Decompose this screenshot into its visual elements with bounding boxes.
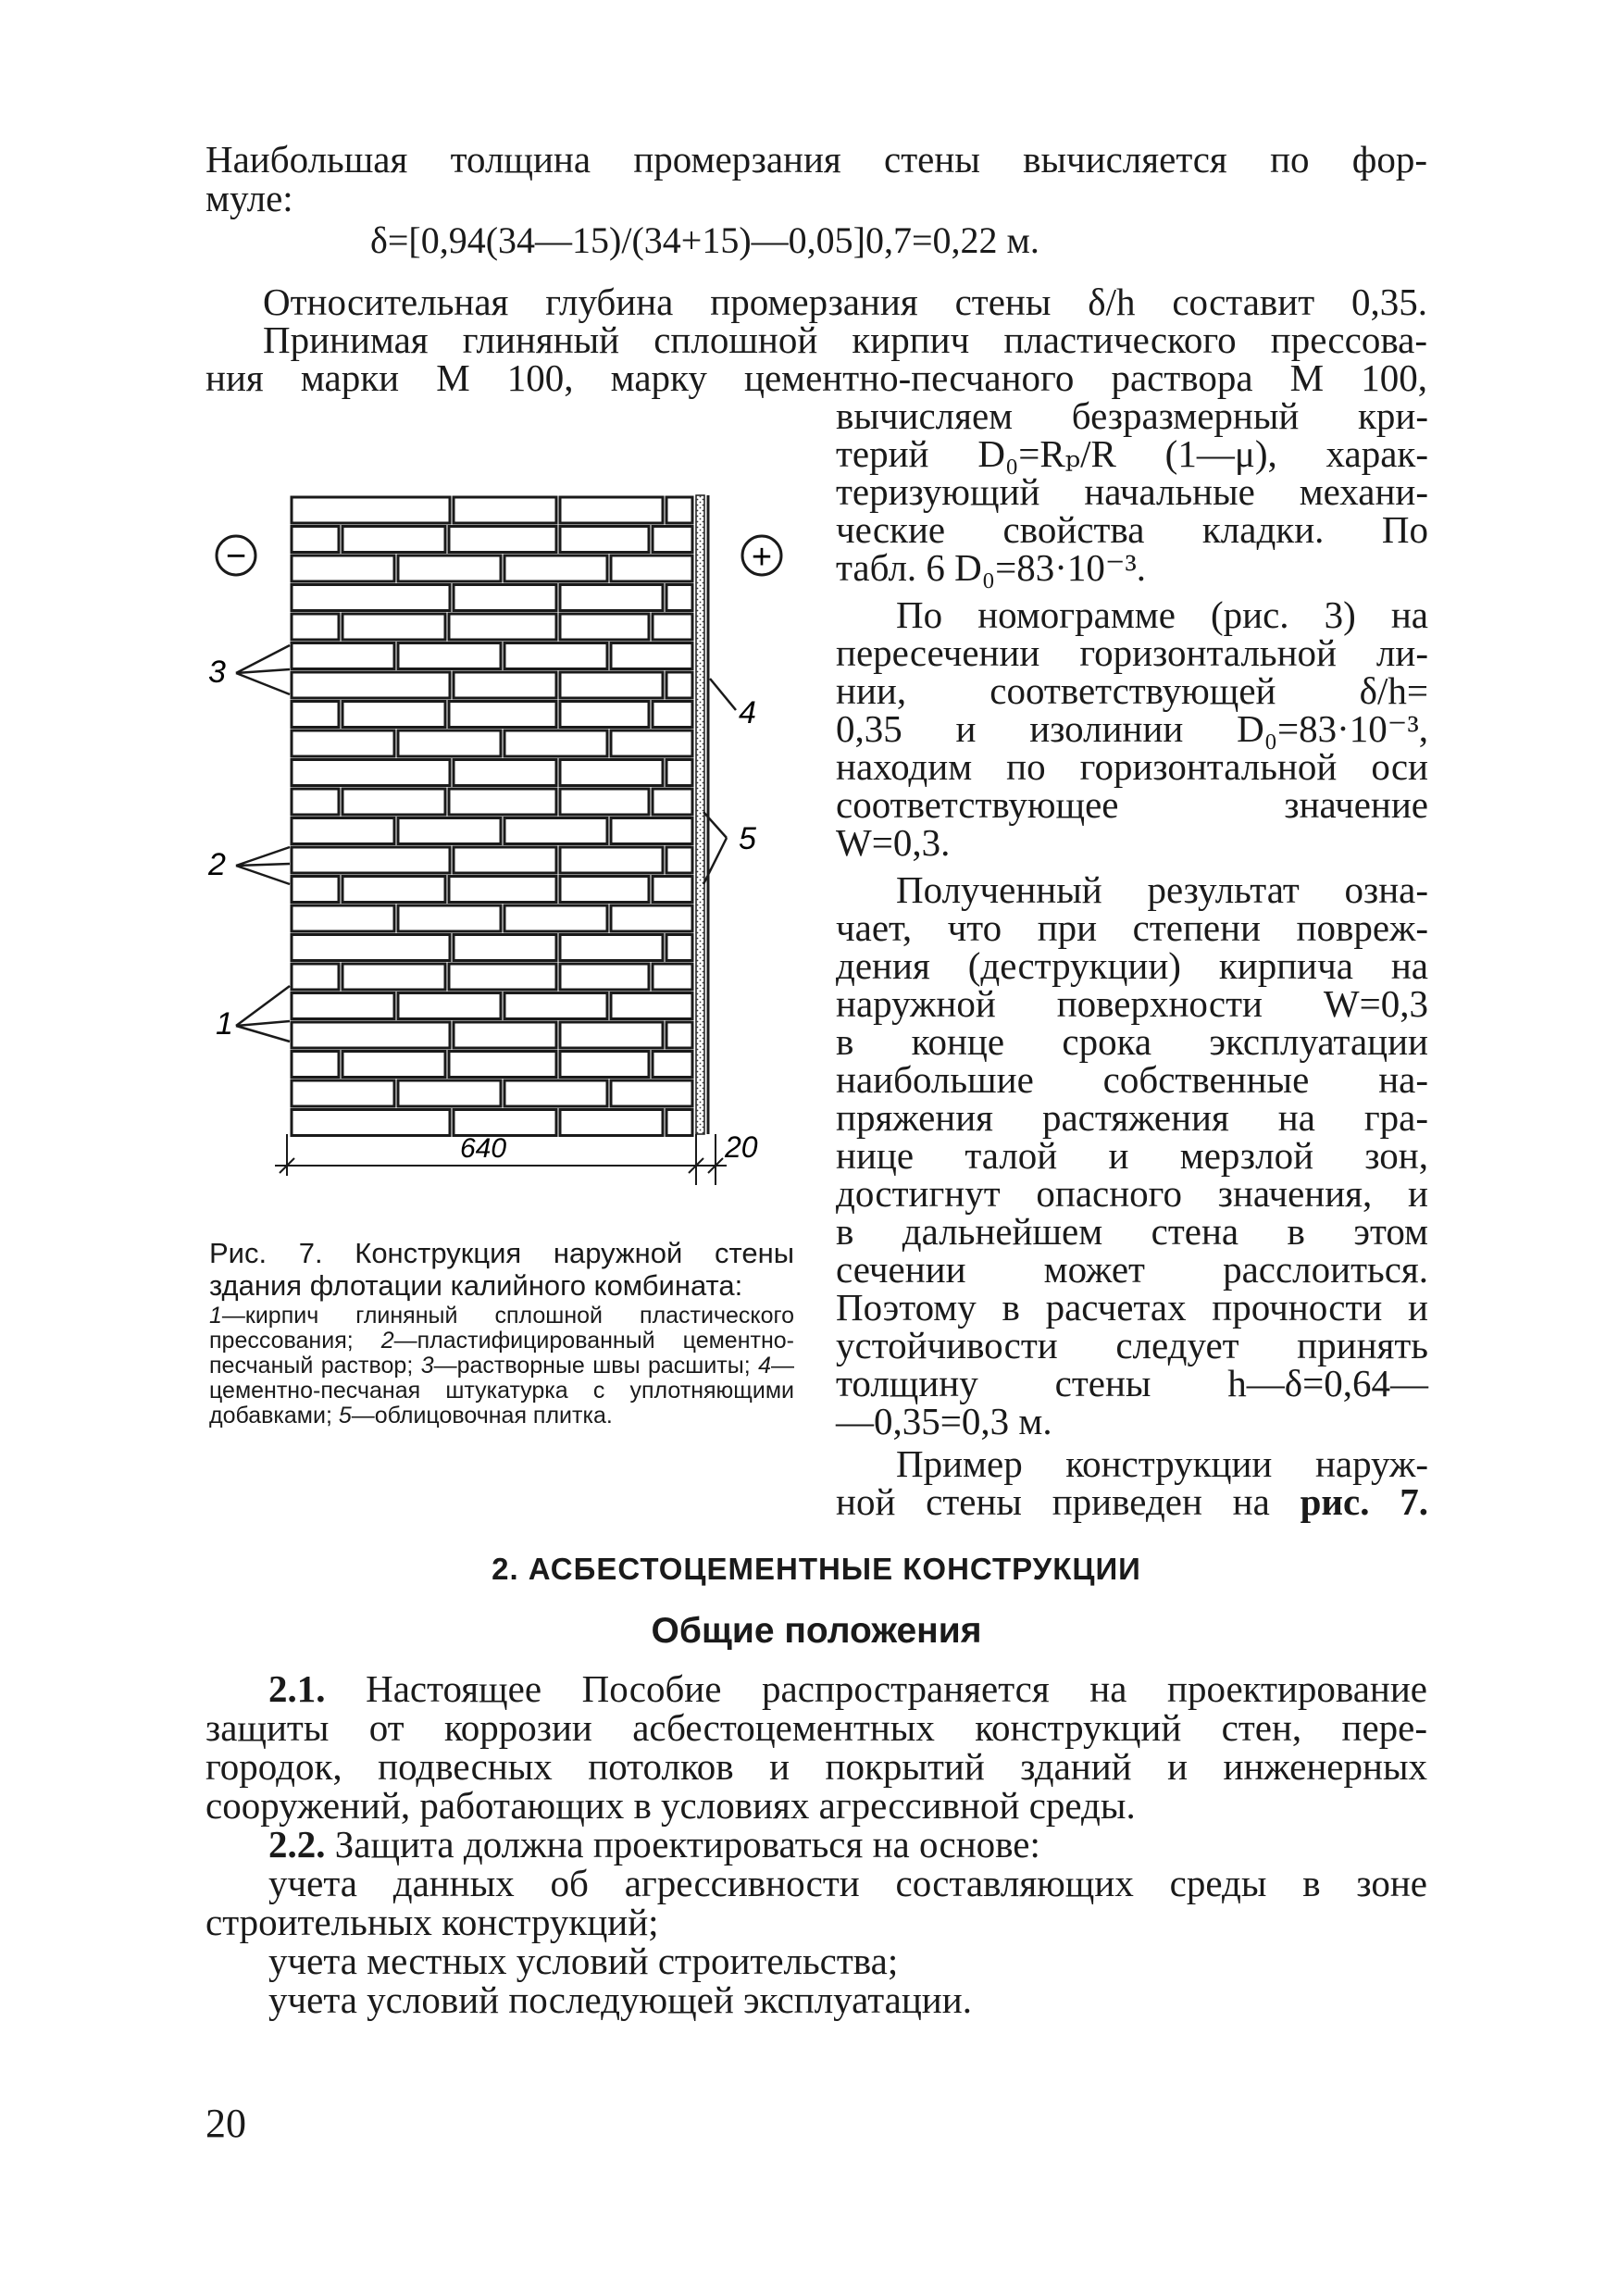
body-line: дения (деструкции) кирпича на (836, 944, 1428, 987)
brick (560, 964, 649, 990)
brick (666, 760, 692, 786)
clause-number: 2.1. (268, 1667, 326, 1710)
brick (292, 614, 339, 640)
brick (560, 935, 663, 961)
formula: δ=[0,94(34—15)/(34+15)—0,05]0,7=0,22 м. (370, 219, 1039, 261)
legend-text: —пластифицированный цементно-песчаный раствор; (209, 1328, 794, 1379)
figure-reference: рис. 7. (1300, 1480, 1429, 1523)
brick (560, 1022, 663, 1048)
brick (504, 993, 607, 1019)
body-line: Полученный результат озна- (896, 868, 1428, 911)
brick (560, 585, 663, 611)
body-line: достигнут опасного значения, и (836, 1172, 1428, 1215)
body-line: пересечении горизонтальной ли- (836, 631, 1428, 674)
brick (292, 527, 339, 553)
brick (560, 497, 663, 523)
body-line: теризующий начальные механи- (836, 470, 1428, 513)
body-line: городок, подвесных потолков и покрытий зданий и инженерных (205, 1745, 1427, 1788)
brick (292, 643, 394, 669)
callout-2: 2 (208, 847, 226, 882)
body-line: находим по горизонтальной оси (836, 745, 1428, 788)
body-line: нице талой и мерзлой зон, (836, 1134, 1428, 1177)
brick (504, 1080, 607, 1106)
brick-courses (292, 497, 692, 1136)
minus-sign: − (225, 537, 247, 576)
body-line: пряжения растяжения на гра- (836, 1096, 1428, 1139)
brick (398, 730, 501, 756)
brick (342, 1052, 445, 1078)
brick (398, 555, 501, 581)
body-line (836, 1479, 1428, 1524)
brick (449, 527, 556, 553)
body-line: защиты от коррозии асбестоцементных конструкций стен, пере- (205, 1706, 1427, 1749)
brick (653, 877, 692, 903)
brick (653, 1052, 692, 1078)
brick (560, 877, 649, 903)
list-item: учета местных условий строительства; (268, 1940, 899, 1982)
brick (454, 497, 556, 523)
body-line: сооружений, работающих в условиях агрессивной среды. (205, 1784, 1136, 1827)
brick (611, 1080, 692, 1106)
brick (398, 818, 501, 844)
brick (454, 847, 556, 873)
body-line: 0,35 и изолинии D₀=83·10⁻³, (836, 707, 1428, 750)
legend-text: —растворные швы расшиты; (433, 1353, 759, 1379)
brick (292, 497, 450, 523)
brick (454, 1110, 556, 1136)
body-line: Относительная глубина промерзания стены δ/h составит 0,35. (263, 281, 1427, 323)
body-line: —0,35=0,3 м. (836, 1400, 1052, 1442)
brick (653, 527, 692, 553)
list-item: строительных конструкций; (205, 1901, 659, 1943)
body-line (268, 1822, 1040, 1866)
brick (292, 585, 450, 611)
legend-num: 3 (420, 1353, 434, 1379)
brick (653, 789, 692, 815)
dimension-20: 20 (725, 1130, 758, 1164)
brick (560, 847, 663, 873)
legend-num: 2 (380, 1328, 394, 1354)
brick (611, 555, 692, 581)
body-text: Защита должна проектироваться на основе: (325, 1823, 1040, 1866)
brick (666, 672, 692, 698)
body-line: вычисляем безразмерный кри- (836, 394, 1428, 437)
body-line: чает, что при степени повреж- (836, 906, 1428, 949)
brick (292, 555, 394, 581)
brick (560, 527, 649, 553)
brick (611, 730, 692, 756)
brick (611, 818, 692, 844)
brick (666, 497, 692, 523)
brick (504, 905, 607, 931)
brick (504, 555, 607, 581)
brick (653, 702, 692, 728)
brick (454, 1022, 556, 1048)
body-line: наибольшие собственные на- (836, 1058, 1428, 1101)
brick (454, 935, 556, 961)
brick (292, 905, 394, 931)
body-line: в дальнейшем стена в этом (836, 1210, 1428, 1253)
brick (560, 614, 649, 640)
brick (653, 614, 692, 640)
brick (292, 730, 394, 756)
body-line: W=0,3. (836, 821, 951, 864)
brick (292, 818, 394, 844)
brick (449, 877, 556, 903)
brick (666, 1110, 692, 1136)
brick (398, 1080, 501, 1106)
brick (611, 643, 692, 669)
body-text: Настоящее Пособие распространяется на проектирование (325, 1667, 1427, 1710)
figure-caption-title: Рис. 7. Конструкция наружной стены здания флотации калийного комбината: (209, 1237, 794, 1302)
legend-num: 1 (209, 1303, 222, 1329)
brick (292, 877, 339, 903)
brick (292, 1080, 394, 1106)
list-item: учета условий последующей эксплуатации. (268, 1978, 972, 2021)
clause-number: 2.2. (268, 1823, 326, 1866)
body-line: По номограмме (рис. 3) на (896, 593, 1428, 636)
callout-1: 1 (216, 1006, 233, 1042)
brick (292, 847, 450, 873)
brick (449, 614, 556, 640)
body-line: муле: (205, 177, 293, 219)
brick (560, 1052, 649, 1078)
brick (560, 789, 649, 815)
brick (292, 993, 394, 1019)
brick (398, 993, 501, 1019)
brick (666, 585, 692, 611)
body-line: Пример конструкции наруж- (896, 1442, 1428, 1485)
legend-text: —цементно-песчаная штукатурка с уплотняющими добавками; (209, 1353, 794, 1429)
brick (454, 760, 556, 786)
figure-caption-legend (209, 1304, 794, 1429)
brick (560, 672, 663, 698)
wall-section-figure (199, 468, 801, 1199)
brick (560, 760, 663, 786)
brick (292, 760, 450, 786)
brick (666, 935, 692, 961)
body-line: ческие свойства кладки. По (836, 508, 1428, 551)
section-subtitle: Общие положения (651, 1611, 982, 1651)
list-item: учета данных об агрессивности составляющих среды в зоне (268, 1862, 1427, 1904)
brick (504, 730, 607, 756)
brick (292, 1022, 450, 1048)
brick (292, 672, 450, 698)
brick (504, 643, 607, 669)
brick (342, 964, 445, 990)
brick (292, 964, 339, 990)
brick (292, 1052, 339, 1078)
brick (292, 789, 339, 815)
brick (611, 993, 692, 1019)
brick (560, 702, 649, 728)
brick (449, 964, 556, 990)
brick (653, 964, 692, 990)
body-line: терий D₀=Rₚ/R (1—μ), харак- (836, 432, 1428, 475)
legend-text: —облицовочная плитка. (351, 1403, 613, 1429)
brick (504, 818, 607, 844)
brick (666, 1022, 692, 1048)
legend-text: —кирпич глиняный сплошной пластического прессования; (209, 1303, 794, 1354)
legend-num: 4 (758, 1353, 771, 1379)
page-number: 20 (205, 2101, 246, 2146)
body-line: ния марки М 100, марку цементно-песчаного раствора М 100, (205, 356, 1427, 399)
callout-4: 4 (739, 695, 756, 730)
brick (342, 527, 445, 553)
brick (292, 1110, 450, 1136)
body-line: в конце срока эксплуатации (836, 1020, 1428, 1063)
body-line: Принимая глиняный сплошной кирпич пластического прессова- (263, 318, 1427, 361)
brick (449, 789, 556, 815)
brick (398, 905, 501, 931)
body-line: толщину стены h—δ=0,64— (836, 1362, 1428, 1404)
brick (342, 789, 445, 815)
brick (454, 585, 556, 611)
brick (454, 672, 556, 698)
brick (342, 614, 445, 640)
brick (449, 1052, 556, 1078)
callout-3: 3 (208, 655, 226, 690)
body-line (268, 1666, 1427, 1711)
brick (666, 847, 692, 873)
body-line: Поэтому в расчетах прочности и (836, 1286, 1428, 1329)
body-line: нии, соответствующей δ/h= (836, 669, 1428, 712)
body-line: Наибольшая толщина промерзания стены вычисляется по фор- (205, 138, 1427, 181)
plaster-layer (696, 495, 704, 1134)
brick (292, 935, 450, 961)
dimension-640: 640 (460, 1133, 507, 1164)
callout-5: 5 (739, 821, 756, 856)
body-text: ной стены приведен на (836, 1480, 1301, 1523)
brick (611, 905, 692, 931)
body-line: сечении может расслоиться. (836, 1248, 1428, 1291)
brick (449, 702, 556, 728)
brick (292, 702, 339, 728)
section-title: 2. АСБЕСТОЦЕМЕНТНЫЕ КОНСТРУКЦИИ (492, 1552, 1141, 1586)
plus-sign: + (751, 538, 773, 577)
body-line: устойчивости следует принять (836, 1324, 1428, 1366)
brick (342, 702, 445, 728)
brick (398, 643, 501, 669)
body-line: соответствующее значение (836, 783, 1428, 826)
body-line: наружной поверхности W=0,3 (836, 982, 1428, 1025)
legend-num: 5 (338, 1403, 352, 1429)
brick (560, 1110, 663, 1136)
body-line: табл. 6 D₀=83·10⁻³. (836, 546, 1147, 589)
brick (342, 877, 445, 903)
